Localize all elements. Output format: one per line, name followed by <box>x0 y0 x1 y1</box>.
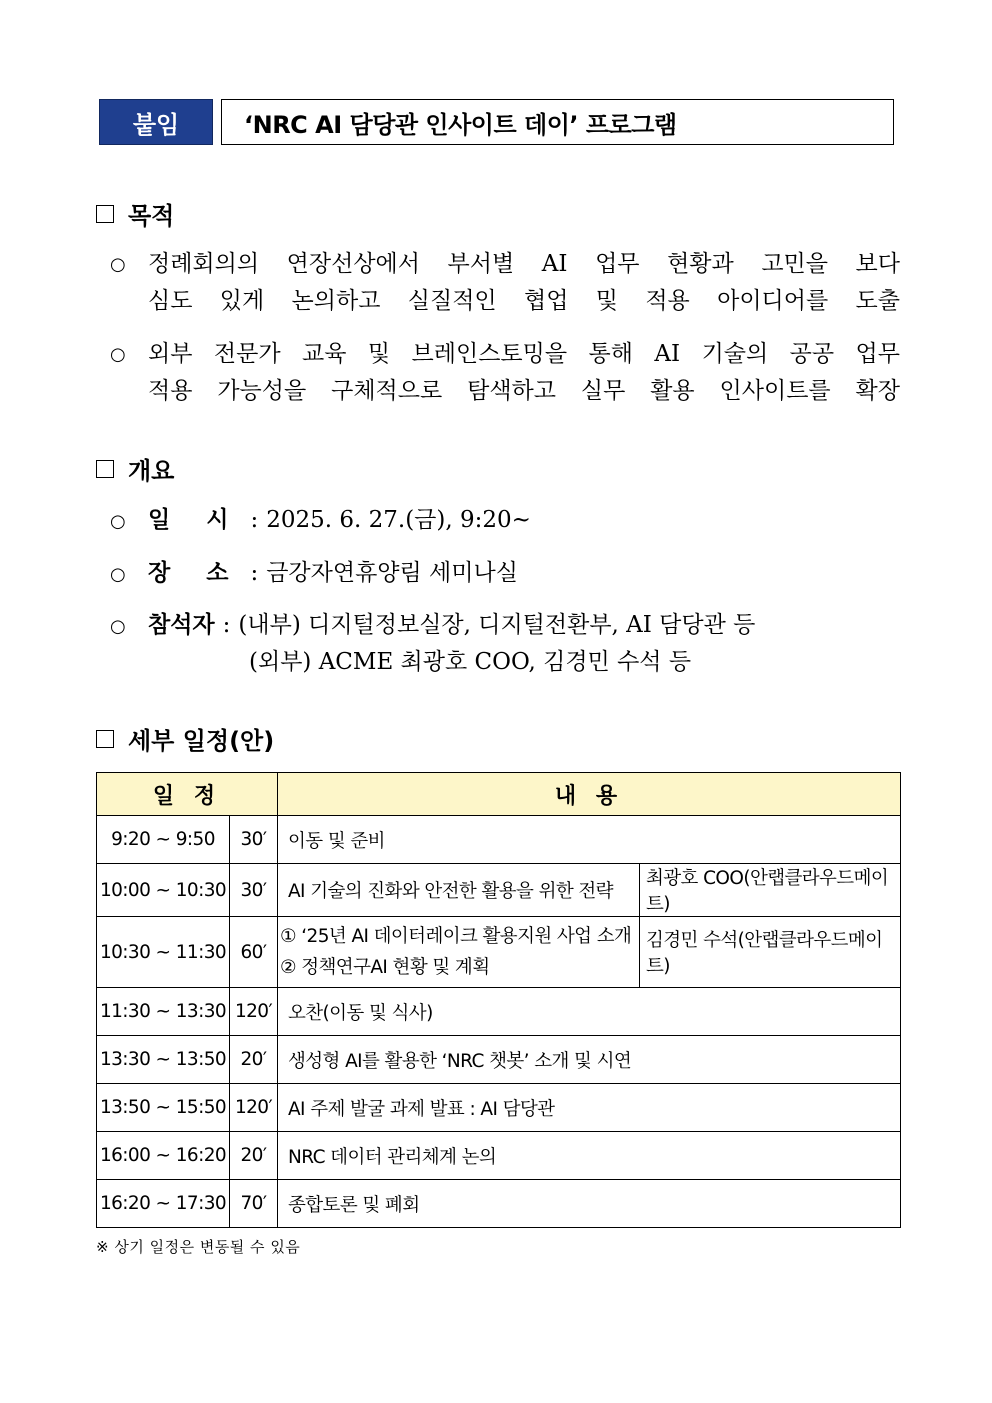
overview-date-value: 2025. 6. 27.(금), 9:20~ <box>266 507 531 533</box>
row-duration: 20′ <box>230 1036 278 1084</box>
purpose-bullet-1-line1: 정례회의의 연장선상에서 부서별 AI 업무 현황과 고민을 보다 <box>148 251 900 277</box>
title-row <box>99 99 894 145</box>
row-speaker: 최광호 COO(안랩클라우드메이트) <box>640 864 901 917</box>
table-row <box>97 1084 901 1132</box>
row-duration: 70′ <box>230 1180 278 1228</box>
table-row <box>97 816 901 864</box>
row-time: 9:20 ~ 9:50 <box>97 816 230 864</box>
row-duration: 120′ <box>230 1084 278 1132</box>
section-overview-heading <box>96 451 174 486</box>
attachment-badge: 붙임 <box>99 99 213 145</box>
row-time: 13:30 ~ 13:50 <box>97 1036 230 1084</box>
table-row <box>97 1180 901 1228</box>
overview-attendees: ○ 참석자 : (내부) 디지털정보실장, 디지털전환부, AI 담당관 등 <box>110 606 755 645</box>
overview-place-value: 금강자연휴양림 세미나실 <box>266 560 518 586</box>
overview-place: ○ 장 소 : 금강자연휴양림 세미나실 <box>110 554 518 593</box>
overview-date: ○ 일 시 : 2025. 6. 27.(금), 9:20~ <box>110 501 531 540</box>
row-duration: 60′ <box>230 917 278 988</box>
purpose-bullet-2-line1: 외부 전문가 교육 및 브레인스토밍을 통해 AI 기술의 공공 업무 <box>148 341 900 367</box>
square-bullet-icon <box>96 205 114 223</box>
row-item: AI 기술의 진화와 안전한 활용을 위한 전략 <box>278 864 640 917</box>
overview-attendees-line2 <box>249 644 691 681</box>
circle-bullet-icon: ○ <box>110 564 126 585</box>
section-schedule-title: 세부 일정(안) <box>128 727 275 755</box>
section-purpose-heading <box>96 196 174 231</box>
square-bullet-icon <box>96 460 114 478</box>
schedule-col-content: 내 용 <box>278 773 901 816</box>
table-row <box>97 917 901 988</box>
row-duration: 30′ <box>230 816 278 864</box>
table-row <box>97 864 901 917</box>
schedule-header-row <box>97 773 901 816</box>
circle-bullet-icon: ○ <box>110 616 126 637</box>
row-item: AI 주제 발굴 과제 발표 : AI 담당관 <box>278 1084 901 1132</box>
row-time: 16:00 ~ 16:20 <box>97 1132 230 1180</box>
row-time: 10:30 ~ 11:30 <box>97 917 230 988</box>
row-time: 16:20 ~ 17:30 <box>97 1180 230 1228</box>
purpose-bullet-2 <box>110 336 900 410</box>
circle-bullet-icon: ○ <box>110 511 126 532</box>
document-title: ‘NRC AI 담당관 인사이트 데이’ 프로그램 <box>221 99 894 145</box>
row-time: 10:00 ~ 10:30 <box>97 864 230 917</box>
section-purpose-title: 목적 <box>128 202 175 230</box>
row-item: NRC 데이터 관리체계 논의 <box>278 1132 901 1180</box>
overview-attendees-external: (외부) ACME 최광호 COO, 김경민 수석 등 <box>249 649 692 675</box>
row-item <box>278 917 640 988</box>
overview-date-label: 일 시 <box>148 506 243 533</box>
row-time: 13:50 ~ 15:50 <box>97 1084 230 1132</box>
row-duration: 120′ <box>230 988 278 1036</box>
overview-attendees-label: 참석자 <box>148 611 215 638</box>
section-overview-title: 개요 <box>128 457 175 485</box>
square-bullet-icon <box>96 730 114 748</box>
circle-bullet-icon: ○ <box>110 254 126 275</box>
schedule-table <box>96 772 901 1228</box>
table-row <box>97 988 901 1036</box>
footnote: ※ 상기 일정은 변동될 수 있음 <box>96 1238 301 1256</box>
schedule-col-time: 일 정 <box>97 773 278 816</box>
row-item: 오찬(이동 및 식사) <box>278 988 901 1036</box>
row-time: 11:30 ~ 13:30 <box>97 988 230 1036</box>
section-schedule-heading <box>96 721 274 756</box>
row-item: 종합토론 및 폐회 <box>278 1180 901 1228</box>
overview-place-label: 장 소 <box>148 559 243 586</box>
table-row <box>97 1036 901 1084</box>
row-duration: 20′ <box>230 1132 278 1180</box>
row-item-line1: ① ‘25년 AI 데이터레이크 활용지원 사업 소개 <box>280 926 632 947</box>
circle-bullet-icon: ○ <box>110 344 126 365</box>
row-speaker: 김경민 수석(안랩클라우드메이트) <box>640 917 901 988</box>
overview-attendees-internal: (내부) 디지털정보실장, 디지털전환부, AI 담당관 등 <box>238 612 756 638</box>
row-item: 생성형 AI를 활용한 ‘NRC 챗봇’ 소개 및 시연 <box>278 1036 901 1084</box>
purpose-bullet-1-line2: 심도 있게 논의하고 실질적인 협업 및 적용 아이디어를 도출 <box>148 288 900 314</box>
row-item: 이동 및 준비 <box>278 816 901 864</box>
table-row <box>97 1132 901 1180</box>
purpose-bullet-2-line2: 적용 가능성을 구체적으로 탐색하고 실무 활용 인사이트를 확장 <box>148 378 900 404</box>
row-item-line2: ② 정책연구AI 현황 및 계획 <box>280 957 490 978</box>
row-duration: 30′ <box>230 864 278 917</box>
purpose-bullet-1 <box>110 246 900 320</box>
